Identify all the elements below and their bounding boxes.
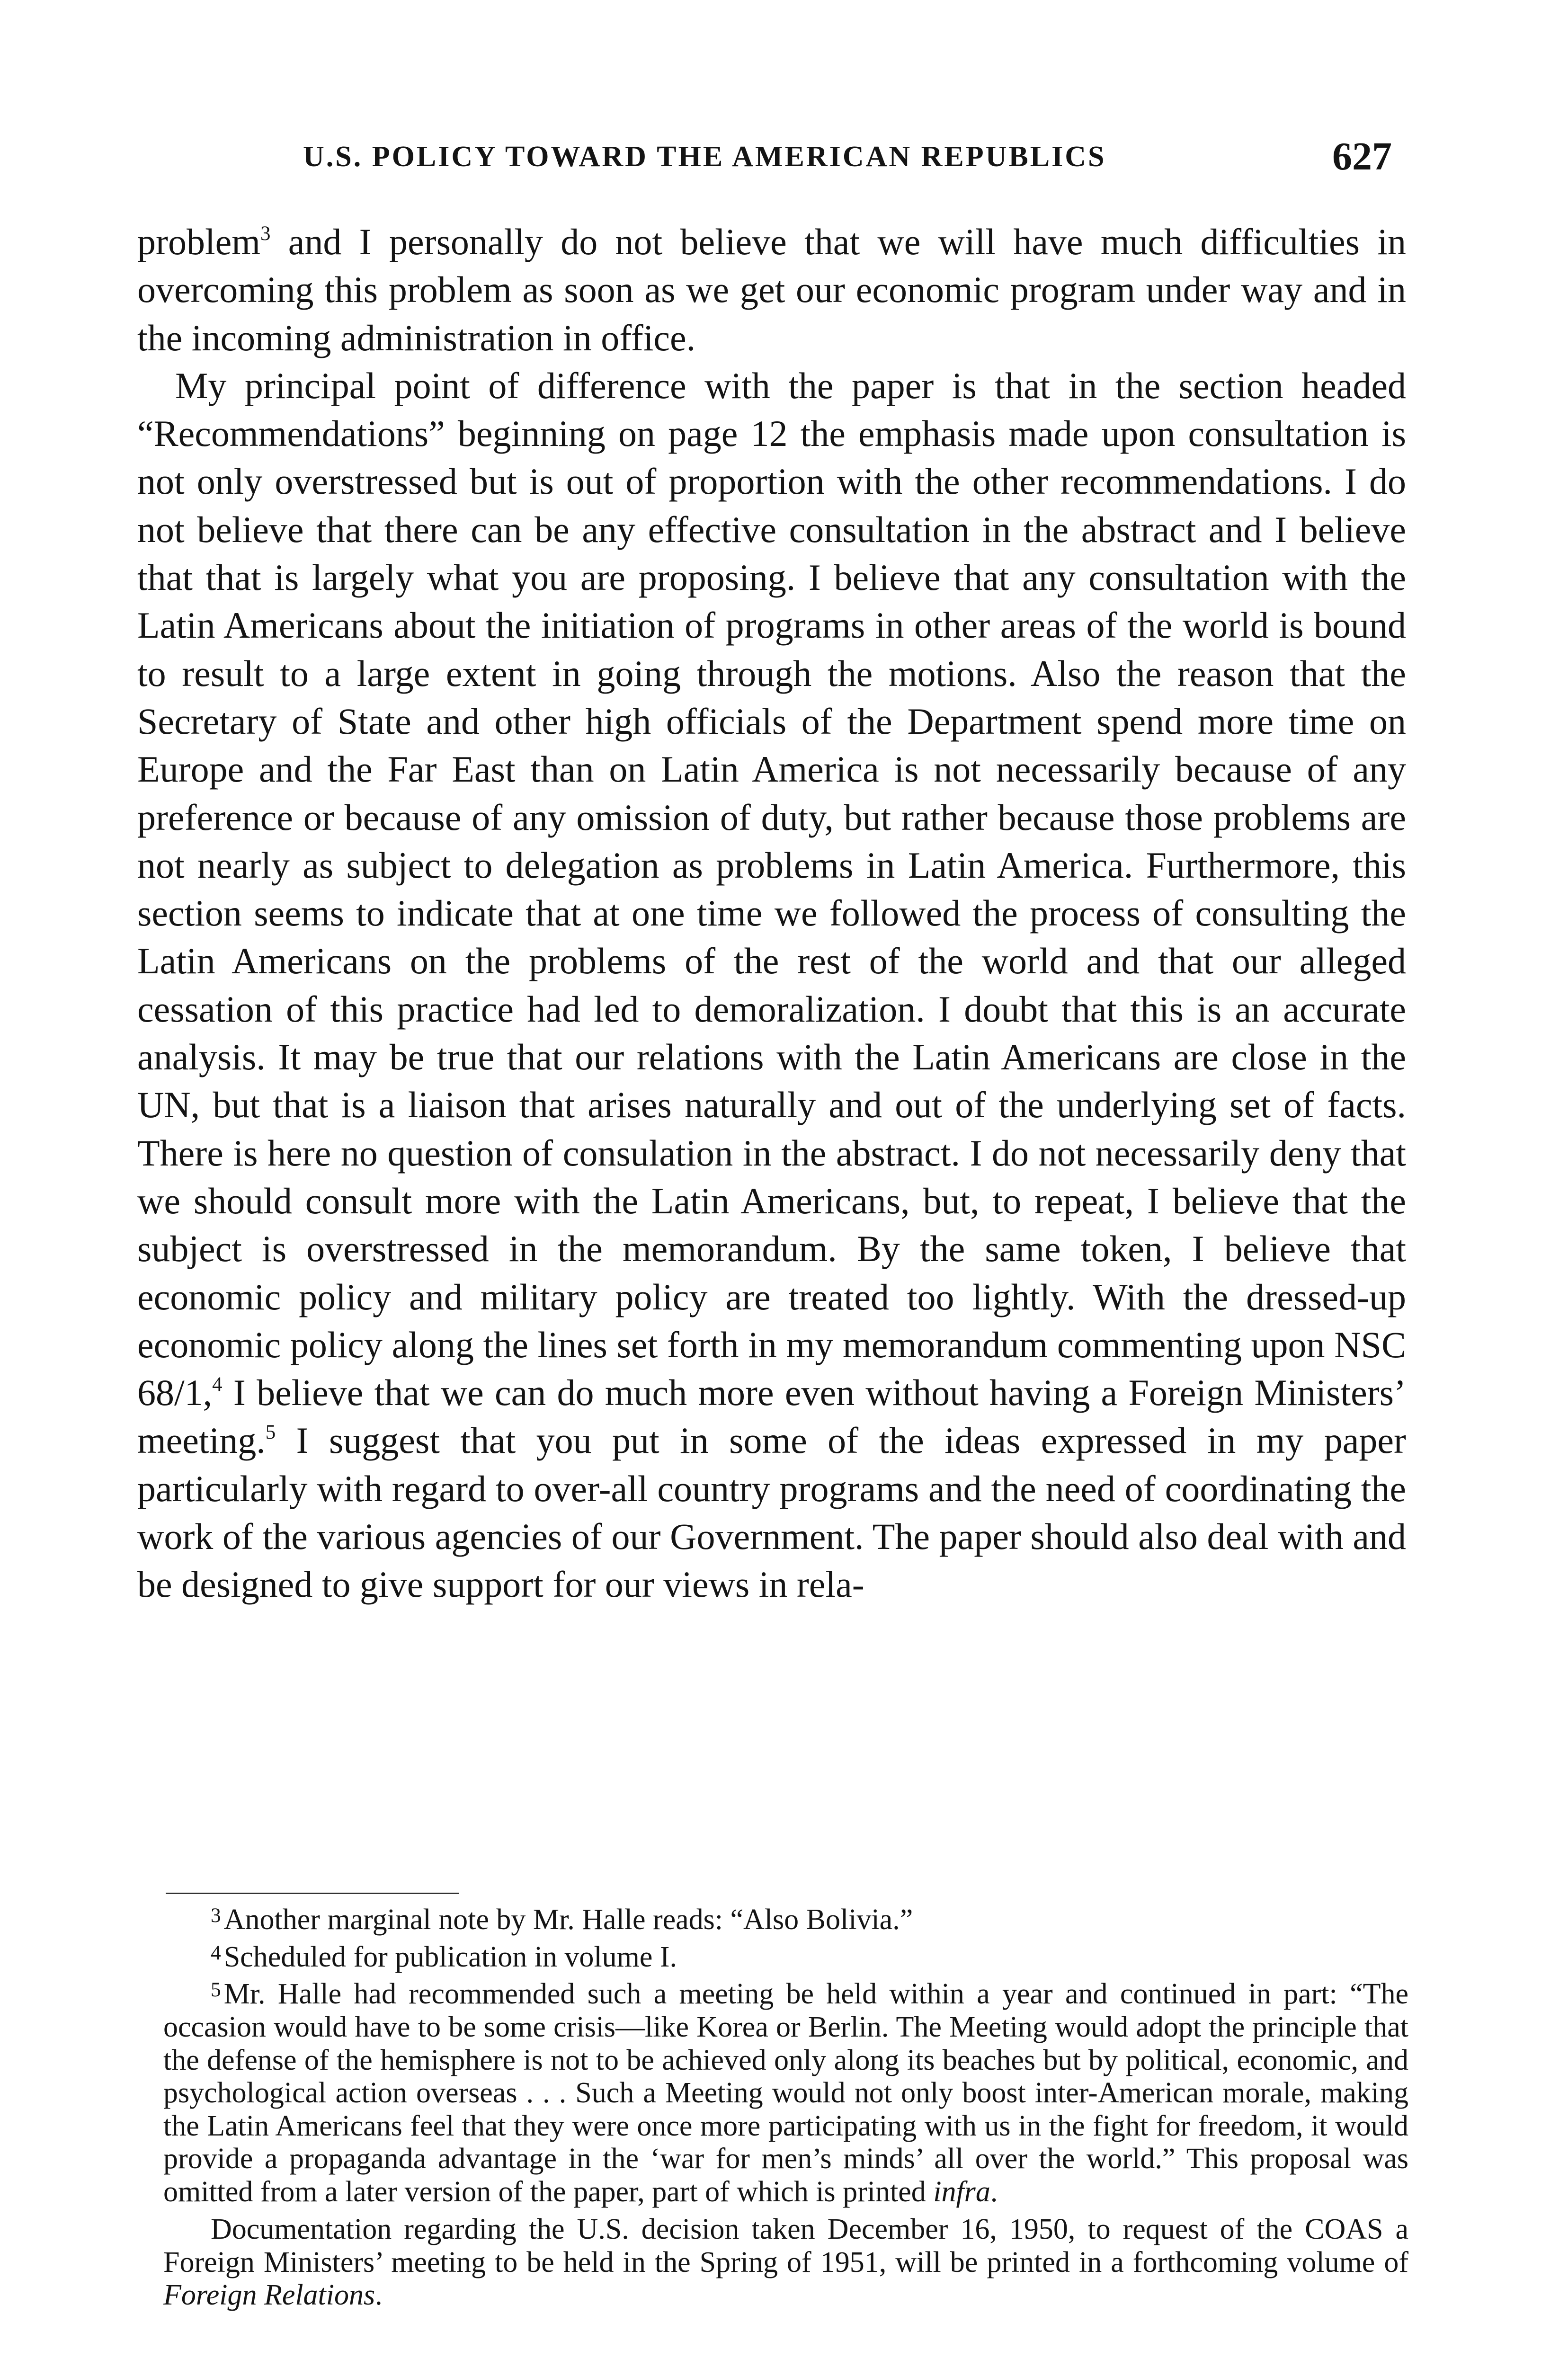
paragraph-2-start: My principal point of difference with the paper is that in the section headed “Recommendations” beginning on page 12 the emphasis made upon consultation is not only overstressed but is out of proportion with the other recommendations. I do not believe that there can be any effective consultation in the abstract and I believe that that is largely what you are proposing. I believe that any consultation with the Latin Americans about the initiation of programs in other areas of the world is bound to result to a large extent in going through the motions. Also the reason that the Secretary of State and other high officials of the Department spend more time on Europe and the Far East than on Latin America is not necessarily because of any preference or because of any omission of duty, but rather because those problems are not nearly as subject to delegation as problems in Latin America. Furthermore, this section seems to indicate that at one time we followed the process of consulting the Latin Americans on the problems of the rest of the world and that our alleged cessation of this practice had led to demoralization. I doubt that this is an accurate analysis. It may be true that our relations with the Latin Americans are close in the UN, but that is a liaison that arises naturally and out of the underlying set of facts. There is here no question of consulation in the abstract. I do not necessarily deny that we should consult more with the Latin Americans, but, to repeat, I believe that the subject is overstressed in the memorandum. By the same token, I believe that economic policy and military policy are treated too lightly. With the dressed-up economic policy along the lines set forth in my memorandum commenting upon NSC 68/1, <box>137 365 1406 1414</box>
footnote-4-text: Scheduled for publication in volume I. <box>223 1940 677 1973</box>
footnote-5-end: . <box>990 2175 998 2208</box>
footnote-4-mark: 4 <box>211 1941 221 1964</box>
footnote-3-text: Another marginal note by Mr. Halle reads: “Also Bolivia.” <box>223 1904 913 1936</box>
documentation-note-text: Documentation regarding the U.S. decision taken December 16, 1950, to request of the COAS a Foreign Ministers’ meeting to be held in the Spring of 1951, will be printed in a forthcoming volume of <box>163 2213 1408 2278</box>
footnote-rule <box>166 1893 459 1894</box>
documentation-note-italic: Foreign Relations <box>163 2279 375 2312</box>
paragraph-1-start: problem <box>137 221 260 262</box>
page-number: 627 <box>1332 134 1392 178</box>
footnote-ref-5: 5 <box>265 1421 276 1444</box>
footnote-5 <box>163 1974 1408 2208</box>
footnote-4 <box>163 1937 1408 1974</box>
footnote-ref-4: 4 <box>212 1373 223 1396</box>
page-header <box>303 133 1392 186</box>
documentation-note-end: . <box>375 2279 383 2312</box>
documentation-note <box>163 2213 1408 2312</box>
paragraph-1 <box>137 218 1406 362</box>
body-text <box>137 218 1406 1609</box>
footnote-5-mark: 5 <box>211 1978 221 2002</box>
footnote-3 <box>163 1899 1408 1937</box>
footnote-5-text: Mr. Halle had recommended such a meeting be held within a year and continued in part: “The occasion would have to be some crisis—like Korea or Berlin. The Meeting would adopt the principle that the defense of the hemisphere is not to be achieved only along its beaches but by political, economic, and psychological action overseas . . . Such a Meeting would not only boost inter-American morale, making the Latin Americans feel that they were once more participating with us in the fight for freedom, it would provide a propaganda advantage in the ‘war for men’s minds’ all over the world.” This proposal was omitted from a later version of the paper, part of which is printed <box>163 1978 1408 2208</box>
footnote-5-italic: infra <box>933 2175 990 2208</box>
footnote-ref-3: 3 <box>260 222 271 245</box>
footnote-3-mark: 3 <box>211 1904 221 1927</box>
paragraph-1-rest: and I personally do not believe that we will have much difficulties in overcoming this problem as soon as we get our economic program under way and in the incoming administration in office. <box>137 221 1406 358</box>
paragraph-2-middle: I believe that we can do much more even without having a Foreign Ministers’ meeting. <box>137 1372 1406 1461</box>
footnotes <box>163 1899 1408 2312</box>
paragraph-2-end: I suggest that you put in some of the ideas expressed in my paper particularly with regard to over-all country programs and the need of coordinating the work of the various agencies of our Government. The paper should also deal with and be designed to give support for our views in rela- <box>137 1420 1406 1605</box>
paragraph-2 <box>137 362 1406 1609</box>
running-head: U.S. POLICY TOWARD THE AMERICAN REPUBLICS <box>303 141 1106 173</box>
